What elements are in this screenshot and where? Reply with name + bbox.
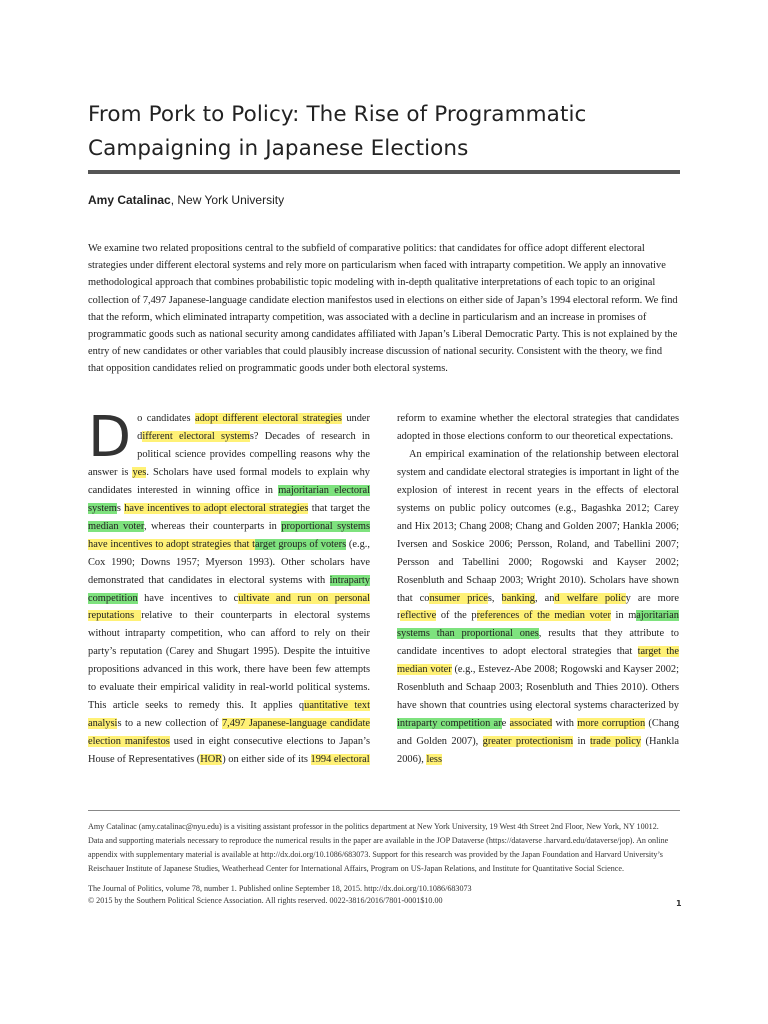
- body-column-right: [397, 410, 679, 769]
- highlight-yellow: have incentives to adopt electoral strategies: [124, 502, 309, 514]
- page-number: 1: [676, 899, 682, 908]
- right-paragraph-2: [397, 446, 679, 769]
- highlight-yellow: uantitative text analysi: [88, 700, 370, 730]
- highlight-yellow: greater protectionism: [482, 736, 574, 748]
- text-run: (e.g., Cox 1990; Downs 1957; Myerson 1993). Other scholars have demonstrated that candidates in electoral systems with: [88, 538, 370, 586]
- highlight-yellow: references of the median voter: [476, 610, 611, 622]
- copyright-line: © 2015 by the Southern Political Science Association. All rights reserved. 0022-3816/2016/7801-0001$10.00: [88, 896, 443, 905]
- text-run: ) on either side of its: [222, 754, 311, 766]
- text-run: y are more r: [397, 592, 679, 622]
- author-affiliation: , New York University: [170, 193, 285, 207]
- text-run: , results that they attribute to candidate incentives to adopt electoral strategies that: [397, 628, 679, 658]
- article-title: From Pork to Policy: The Rise of Programmatic Campaigning in Japanese Elections: [88, 102, 587, 161]
- text-run: of the p: [436, 610, 477, 622]
- highlight-yellow: eflective: [400, 610, 437, 622]
- body-column-left: [88, 405, 371, 769]
- text-run: used in eight consecutive elections to Japan’s House of Representatives (: [88, 736, 370, 766]
- text-run: An empirical examination of the relationship between electoral system and candidate electoral strategies is important in light of the explosion of interest in recent years in the effects of electoral systems on public policy outcomes (e.g., Bagashka 2012; Carey and Hix 2013; Chang 2008; Chang and Golden 2007; Hankla 2006; Iversen and Soskice 2006; Persson, Roland, and Tabellini 2007; Persson and Tabellini 2000; Rogowski and Kayser 2002; Rosenbluth and Schaap 2003; Wright 2010). Scholars have shown that co: [397, 448, 679, 604]
- text-run: in m: [610, 610, 637, 622]
- text-run: under d: [137, 413, 370, 442]
- highlight-yellow: banking: [501, 592, 536, 604]
- footnote-rule: [88, 810, 680, 811]
- title-rule: [88, 170, 680, 174]
- text-run: , an: [535, 592, 555, 604]
- highlight-green: proportional systems: [281, 520, 370, 532]
- journal-info: [88, 883, 680, 907]
- text-run: (Chang and Golden 2007),: [397, 718, 680, 748]
- text-run: s? Decades of research in political science provides compelling reasons why the answer is: [88, 430, 370, 478]
- highlight-yellow: 7,497 Japanese-language candidate election manifestos: [88, 718, 370, 748]
- text-run: that target the: [308, 502, 370, 514]
- footnote-data: Data and supporting materials necessary to reproduce the numerical results in the paper are available in the JOP Dataverse (https://dataverse .harvard.edu/dataverse/jop). An online appendix with supplementary material is available at http://dx.doi.org/10.1086/683073. Support for this research was provided by the Japan Foundation and Harvard University’s Reischauer Institute of Japanese Studies, Weatherhead Center for International Affairs, Program on US-Japan Relations, and Institute for Quantitative Social Science.: [88, 835, 669, 873]
- highlight-yellow: more corruption: [577, 718, 646, 730]
- highlight-green: arget groups of voters: [255, 538, 347, 550]
- author-name: Amy Catalinac: [88, 193, 171, 207]
- text-run: , whereas their counterparts in: [143, 520, 282, 532]
- abstract: We examine two related propositions central to the subfield of comparative politics: that candidates for office adopt different electoral strategies under different electoral systems and rely more on particularism when faced with intraparty competition. We apply an innovative methodological approach that combines probabilistic topic modeling with in-depth qualitative interpretations of each topic to an original collection of 7,497 Japanese-language candidate election manifestos used in elections on either side of Japan’s 1994 electoral reform. We find that the reform, which eliminated intraparty competition, was associated with a decline in particularism and an increase in promises of programmatic goods such as national security among candidates affiliated with Japan’s Liberal Democratic Party. This is not explained by the entry of new candidates or other variables that could plausibly increase discussion of national security. Consistent with the theory, we find that opposition candidates relied on programmatic goods under both electoral systems.: [88, 243, 678, 375]
- text-run: o candidates: [137, 413, 195, 424]
- footnote-author: Amy Catalinac (amy.catalinac@nyu.edu) is a visiting assistant professor in the politics department at New York University, 19 West 4th Street 2nd Floor, New York, NY 10012.: [88, 822, 659, 831]
- text-run: in: [573, 736, 590, 748]
- highlight-green: ajoritarian systems than proportional ones: [397, 610, 679, 640]
- highlight-yellow: target the median voter: [397, 646, 679, 676]
- highlight-green: majoritarian electoral system: [88, 484, 371, 514]
- footnotes: [88, 820, 680, 876]
- text-run: e: [501, 718, 510, 730]
- text-run: s,: [487, 592, 502, 604]
- highlight-yellow: adopt different electoral strategies: [195, 413, 342, 424]
- text-run: . Scholars have used formal models to explain why candidates interested in winning office in: [88, 466, 370, 496]
- highlight-green: intraparty competition: [88, 574, 370, 604]
- author-line: [88, 193, 284, 207]
- text-run: with: [552, 718, 578, 730]
- highlight-yellow: yes: [132, 466, 147, 478]
- highlight-yellow: nsumer price: [429, 592, 488, 604]
- highlight-yellow: less: [426, 754, 443, 766]
- highlight-green: intraparty competition ar: [397, 718, 502, 730]
- highlight-yellow: associated: [509, 718, 553, 730]
- highlight-yellow: ifferent electoral system: [142, 430, 250, 442]
- text-run: (e.g., Estevez-Abe 2008; Rogowski and Kayser 2002; Rosenbluth and Schaap 2003; Rosenbluth and Thies 2010). Others have shown that countries using electoral systems characterized by: [397, 664, 679, 712]
- text-run: have incentives to c: [137, 592, 239, 604]
- highlight-yellow: 1994 electoral: [310, 754, 370, 766]
- highlight-yellow: HOR: [200, 754, 223, 766]
- text-run: s: [116, 502, 125, 514]
- journal-citation: The Journal of Politics, volume 78, number 1. Published online September 18, 2015. http://dx.doi.org/10.1086/683073: [88, 884, 472, 893]
- highlight-yellow: ultivate and run on personal reputations: [88, 592, 370, 622]
- text-run: s to a new collection of: [117, 718, 222, 730]
- right-paragraph-1: reform to examine whether the electoral strategies that candidates adopted in those elections conform to our theoretical expectations.: [397, 413, 679, 442]
- left-column-text: [88, 405, 371, 766]
- highlight-green: median voter: [88, 520, 144, 532]
- highlight-yellow: d welfare polic: [554, 592, 626, 604]
- text-run: (Hankla 2006),: [397, 736, 679, 766]
- highlight-yellow: trade policy: [589, 736, 642, 748]
- text-run: relative to their counterparts in electoral systems without intraparty competition, who can afford to rely on their party’s reputation (Carey and Shugart 1995). Despite the intuitive propositions advanced in this work, there have been few attempts to evaluate their empirical validity in real-world political systems. This article seeks to remedy this. It applies q: [88, 610, 370, 712]
- drop-cap: D: [88, 405, 132, 470]
- highlight-yellow: have incentives to adopt strategies that t: [88, 538, 256, 550]
